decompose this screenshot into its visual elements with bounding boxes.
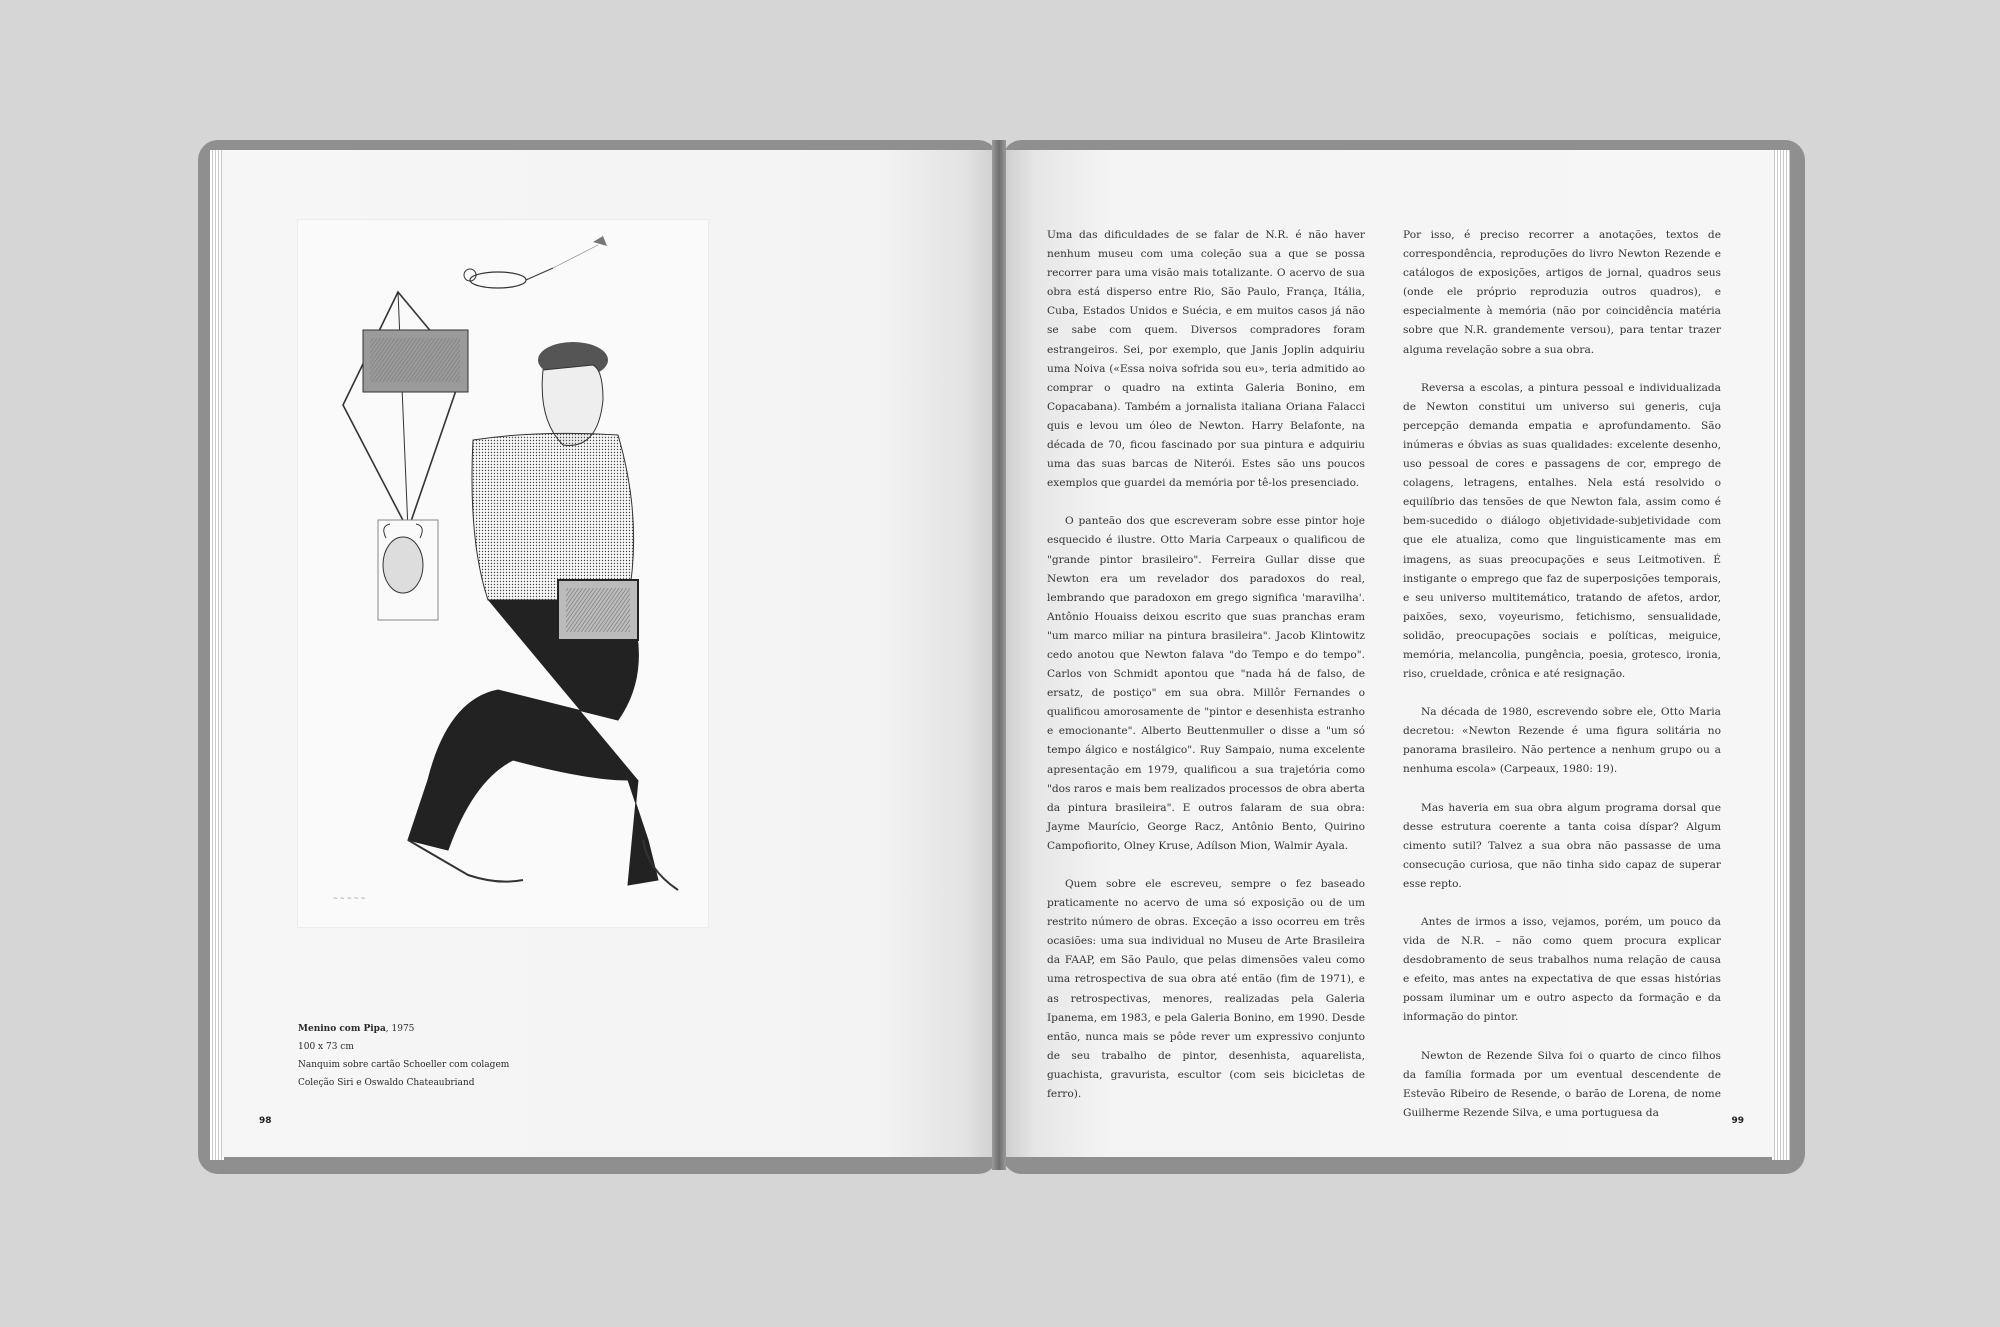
caption-technique: Nanquim sobre cartão Schoeller com colagem	[298, 1060, 510, 1070]
text-column-2	[1403, 226, 1721, 1142]
paragraph: Quem sobre ele escreveu, sempre o fez baseado praticamente no acervo de uma só exposição ou de um restrito número de obras. Exceção a isso ocorreu em três ocasiões: uma sua individual no Museu de Arte Brasileira da FAAP, em São Paulo, que pelas dimensões valeu como uma retrospectiva de sua obra até então (fim de 1971), e as retrospectivas, menores, realizadas pela Galeria Ipanema, em 1983, e pela Galeria Bonino, em 1990. Desde então, nunca mais se pôde rever um expressivo conjunto de seu trabalho de pintor, desenhista, aquarelista, guachista, gravurista, escultor (com seis bicicletas de ferro).	[1047, 878, 1365, 1101]
bull-figure	[378, 520, 438, 620]
page-number-right: 99	[1731, 1116, 1744, 1126]
paragraph: Antes de irmos a isso, vejamos, porém, um pouco da vida de N.R. – não como quem procura explicar desdobramento de seus trabalhos numa relação de causa e efeito, mas antes na expectativa de que essas histórias possam iluminar um e outro aspecto da formação e da informação do pintor.	[1403, 916, 1721, 1024]
paragraph: Por isso, é preciso recorrer a anotações, textos de correspondência, reproduções do livro Newton Rezende e catálogos de exposições, artigos de jornal, quadros seus (onde ele próprio reproduzia outros quadros), e especialmente à memória (não por coincidência matéria sobre que N.R. grandemente versou), para tentar trazer alguma revelação sobre a sua obra.	[1403, 229, 1721, 356]
paragraph: Mas haveria em sua obra algum programa dorsal que desse estrutura coerente a tanta coisa díspar? Algum cimento sutil? Talvez a sua obra não passasse de uma consecução curiosa, que não tinha sido capaz de superar esse repto.	[1403, 801, 1721, 890]
left-page	[222, 150, 996, 1157]
artwork-signature: ~ ~ ~ ~ ~	[333, 895, 366, 902]
caption-title: Menino com Pipa	[298, 1024, 386, 1034]
artwork-caption	[298, 1020, 658, 1092]
text-column-1	[1047, 226, 1365, 1123]
paragraph: Reversa a escolas, a pintura pessoal e individualizada de Newton constitui um universo sui generis, cuja percepção demanda empatia e aprofundamento. São inúmeras e óbvias as suas qualidades: excelente desenho, uso pessoal de cores e passagens de cor, emprego de colagens, letragens, entalhes. Nela está resolvido o equilíbrio das tensões de que Newton fala, assim como é bem-sucedido o diálogo objetividade-subjetividade com que ele atualiza, como que linguisticamente mas em imagens, as suas preocupações e seus Leitmotiven. É instigante o emprego que faz de superposições temporais, e seu universo multitemático, tratando de afetos, ardor, paixões, sexo, voyeurismo, fetichismo, sensualidade, solidão, preocupações sociais e políticas, meiguice, memória, melancolia, pungência, poesia, grotesco, ironia, riso, crueldade, crônica e até resignação.	[1403, 381, 1721, 681]
page-edges-right	[1772, 150, 1790, 1160]
paragraph: O panteão dos que escreveram sobre esse pintor hoje esquecido é ilustre. Otto Maria Carpeaux o qualificou de "grande pintor brasileiro". Ferreira Gullar disse que Newton era um revelador dos paradoxos do real, lembrando que paradoxon em grego significa 'maravilha'. Antônio Houaiss deixou escrito que suas pranchas eram "um marco miliar na pintura brasileira". Jacob Klintowitz cedo anotou que Newton falava "do Tempo e do tempo". Carlos von Schmidt apontou que "nada há de falso, de ersatz, de postiço" em sua obra. Millôr Fernandes o qualificou amorosamente de "pintor e desenhista estranho e emocionante". Alberto Beuttenmuller o disse a "um só tempo álgico e nostálgico". Ruy Sampaio, numa excelente apresentação em 1979, qualificou a sua trajetória como "dos raros e mais bem realizados processos de obra aberta da pintura brasileira". E outros falaram de sua obra: Jayme Maurício, George Racz, Antônio Bento, Quirino Campofiorito, Olney Kruse, Adílson Mion, Walmir Ayala.	[1047, 515, 1365, 852]
book-spine-gutter	[992, 140, 1006, 1170]
right-page	[1004, 150, 1774, 1157]
caption-year: , 1975	[385, 1024, 415, 1034]
caption-title-line	[298, 1020, 658, 1038]
paragraph: Newton de Rezende Silva foi o quarto de cinco filhos da família formada por um eventual descendente de Estevão Ribeiro de Resende, o barão de Lorena, de nome Guilherme Rezende Silva, e uma portuguesa da	[1403, 1049, 1721, 1119]
paragraph: Na década de 1980, escrevendo sobre ele, Otto Maria decretou: «Newton Rezende é uma figura solitária no panorama brasileiro. Não pertence a nenhum grupo ou a nenhuma escola» (Carpeaux, 1980: 19).	[1403, 706, 1721, 776]
caption-collection: Coleção Siri e Oswaldo Chateaubriand	[298, 1078, 475, 1088]
artwork-illustration	[298, 220, 708, 927]
caption-dimensions: 100 x 73 cm	[298, 1042, 354, 1052]
page-number-left: 98	[259, 1116, 272, 1126]
paragraph: Uma das dificuldades de se falar de N.R. é não haver nenhum museu com uma coleção sua a que se possa recorrer para uma visão mais totalizante. O acervo de sua obra está disperso entre Rio, São Paulo, França, Itália, Cuba, Estados Unidos e Suécia, e em muitos casos já não se sabe com quem. Diversos compradores foram estrangeiros. Sei, por exemplo, que Janis Joplin adquiriu uma Noiva («Essa noiva sofrida sou eu», teria admitido ao comprar o quadro na extinta Galeria Bonino, em Copacabana). Também a jornalista italiana Oriana Falacci quis e levou um óleo de Newton. Harry Belafonte, na década de 70, ficou fascinado por sua pintura e adquiriu uma das suas barcas de Niterói. Estes são uns poucos exemplos que guardei da memória por tê-los presenciado.	[1047, 229, 1365, 490]
